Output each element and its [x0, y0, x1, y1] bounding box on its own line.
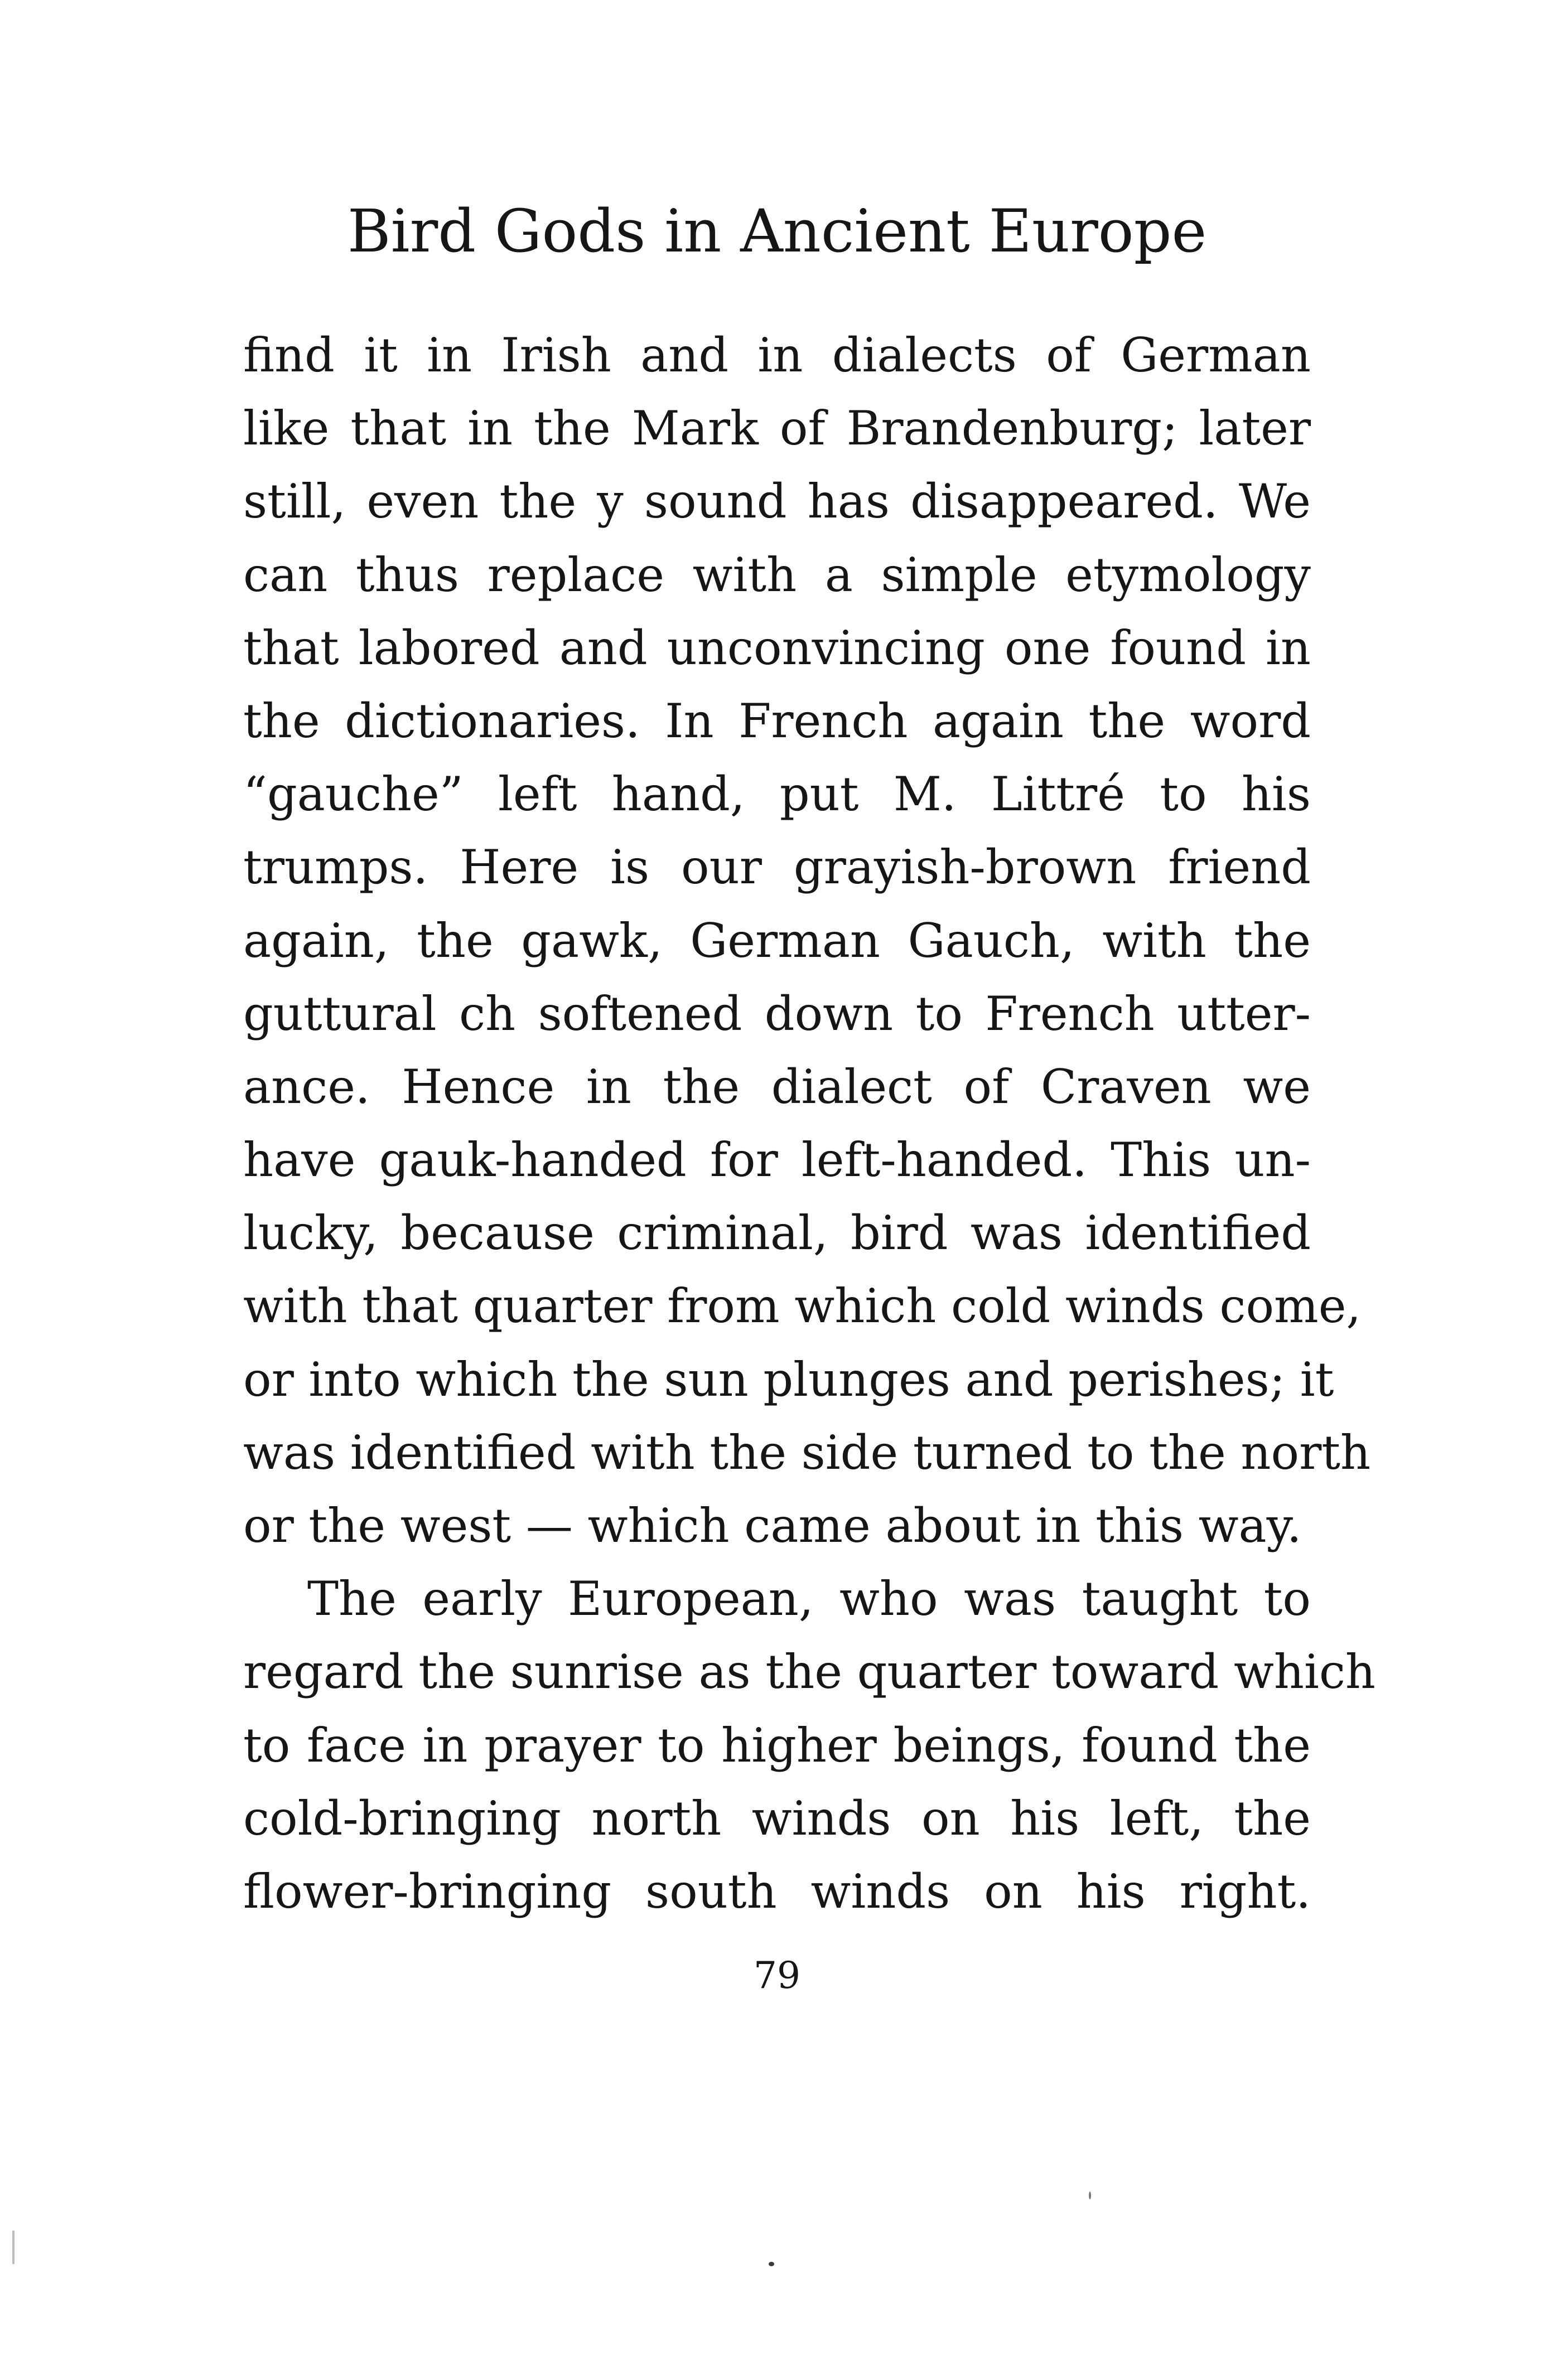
scan-speck: [769, 2262, 774, 2266]
paragraph-first-line: The early European, who was taught to: [307, 1571, 1311, 1627]
text-line: flower-bringing south winds on his right.: [243, 1864, 1311, 1919]
text-line: again, the gawk, German Gauch, with the: [243, 913, 1311, 968]
text-line: guttural ch softened down to French utter-: [243, 986, 1311, 1041]
running-head: Bird Gods in Ancient Europe: [347, 197, 1207, 265]
text-line: have gauk-handed for left-handed. This un-: [243, 1133, 1311, 1188]
body-text: [243, 319, 1376, 1928]
text-line: can thus replace with a simple etymology: [243, 547, 1311, 602]
page-number: 79: [754, 1954, 800, 1997]
text-line: to face in prayer to higher beings, found the: [243, 1718, 1311, 1773]
text-line: regard the sunrise as the quarter toward which: [243, 1644, 1376, 1700]
text-line: still, even the y sound has disappeared. We: [243, 474, 1311, 529]
text-line: lucky, because criminal, bird was identified: [243, 1206, 1311, 1261]
text-line: cold-bringing north winds on his left, the: [243, 1791, 1311, 1846]
text-line: that labored and unconvincing one found in: [243, 620, 1311, 675]
scan-speck: [1089, 2192, 1091, 2199]
scan-speck: [12, 2231, 15, 2264]
text-line: the dictionaries. In French again the word: [243, 693, 1311, 748]
text-line: ance. Hence in the dialect of Craven we: [243, 1059, 1311, 1114]
text-line: was identified with the side turned to the north: [243, 1425, 1371, 1480]
text-line: like that in the Mark of Brandenburg; later: [243, 401, 1311, 456]
text-line: find it in Irish and in dialects of German: [243, 328, 1311, 383]
text-line: or into which the sun plunges and perishes; it: [243, 1352, 1334, 1407]
text-line: with that quarter from which cold winds come,: [243, 1279, 1362, 1334]
text-line: or the west — which came about in this way.: [243, 1498, 1302, 1553]
text-line: “gauche” left hand, put M. Littré to his: [243, 767, 1311, 822]
text-line: trumps. Here is our grayish-brown friend: [243, 840, 1311, 895]
